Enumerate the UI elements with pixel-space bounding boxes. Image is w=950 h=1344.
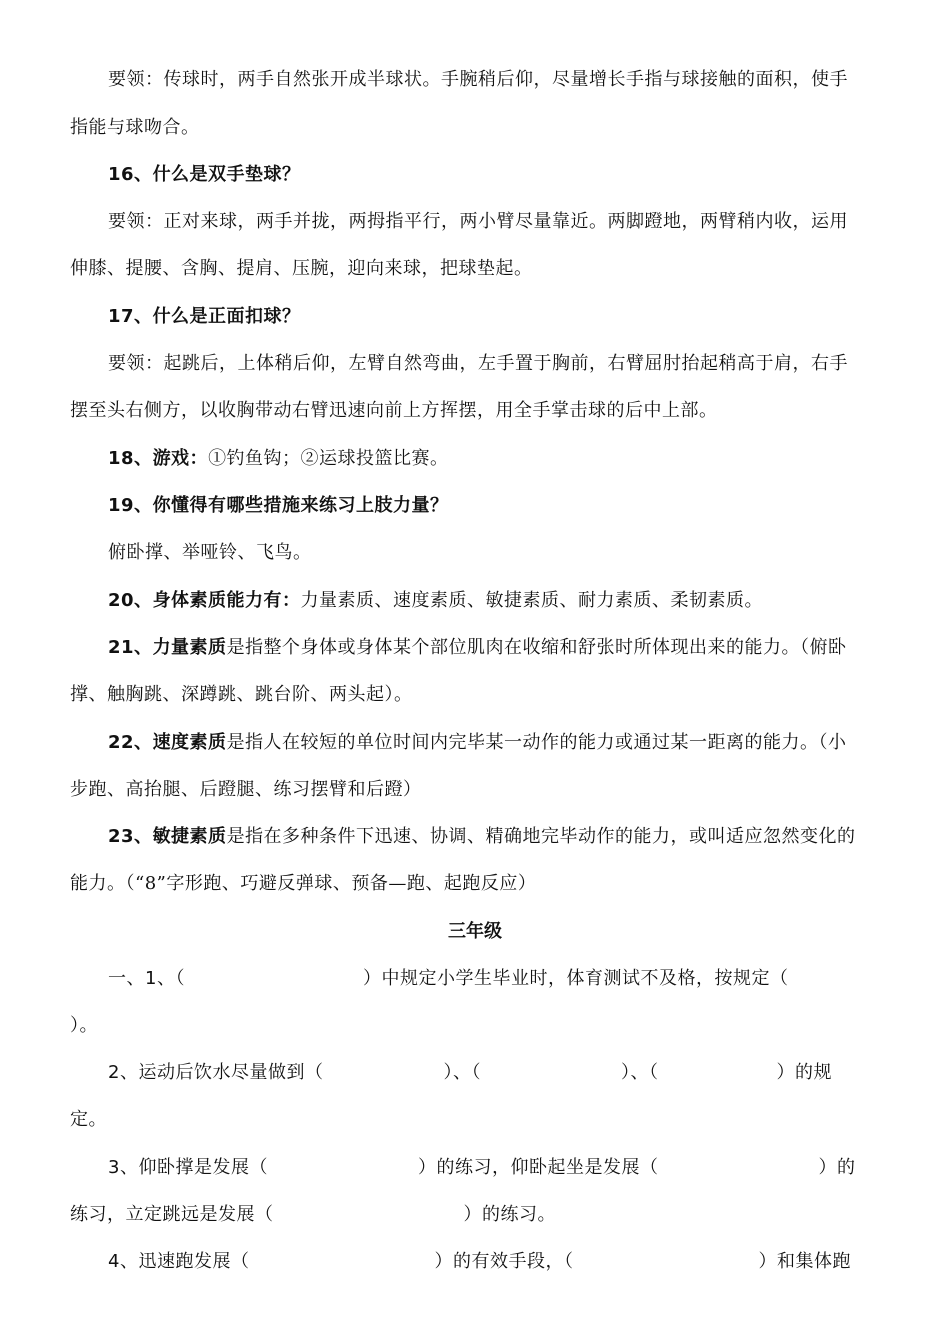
q19-question: 你懂得有哪些措施来练习上肢力量？ bbox=[152, 495, 449, 516]
grade-heading: 三年级 bbox=[448, 921, 502, 942]
q19-answer: 俯卧撑、举哑铃、飞鸟。 bbox=[108, 542, 312, 563]
passing-tip-line1: 要领：传球时，两手自然张开成半球状。手腕稍后仰，尽量增长手指与球接触的面积，使手 bbox=[108, 69, 848, 90]
fill-item-3-line1 bbox=[108, 1156, 855, 1180]
fill-1-mid: ）中规定小学生毕业时，体育测试不及格，按规定（ bbox=[362, 968, 789, 989]
fill-3-line2-end: ）的练习。 bbox=[463, 1204, 556, 1225]
q21-line2: 撑、触胸跳、深蹲跳、跳台阶、两头起）。 bbox=[70, 684, 413, 705]
fill-2-sep2: ）、（ bbox=[620, 1062, 659, 1083]
q23-line2: 能力。（“8”字形跑、巧避反弹球、预备—跑、起跑反应） bbox=[70, 873, 537, 894]
q23-term: 敏捷素质 bbox=[152, 826, 227, 847]
q21-term: 力量素质 bbox=[152, 637, 227, 658]
q20-label: 身体素质能力有： bbox=[152, 590, 301, 611]
q23-number: 23、 bbox=[108, 826, 153, 847]
fill-3-prefix: 3、仰卧撑是发展（ bbox=[108, 1157, 268, 1178]
passing-tip-line2: 指能与球吻合。 bbox=[70, 117, 200, 138]
q22-line1 bbox=[108, 731, 847, 755]
q21-line1 bbox=[108, 636, 847, 660]
q17-number: 17、 bbox=[108, 306, 153, 327]
fill-4-prefix: 4、迅速跑发展（ bbox=[108, 1251, 250, 1272]
fill-item-1-line2: ）。 bbox=[70, 1015, 98, 1036]
q17-heading bbox=[108, 305, 301, 329]
q16-tip-line1: 要领：正对来球，两手并拢，两拇指平行，两小臂尽量靠近。两脚蹬地，两臂稍内收，运用 bbox=[108, 211, 848, 232]
q17-tip-line2: 摆至头右侧方，以收胸带动右臂迅速向前上方挥摆，用全手掌击球的后中上部。 bbox=[70, 400, 718, 421]
fill-1-prefix: 一、1、（ bbox=[108, 968, 185, 989]
q18-text: ①钓鱼钩；②运球投篮比赛。 bbox=[208, 448, 449, 469]
fill-3-line2-prefix: 练习，立定跳远是发展（ bbox=[70, 1204, 274, 1225]
q22-term: 速度素质 bbox=[152, 732, 227, 753]
q22-number: 22、 bbox=[108, 732, 153, 753]
fill-4-mid: ）的有效手段，（ bbox=[434, 1251, 574, 1272]
q18-label: 游戏： bbox=[152, 448, 209, 469]
q19-heading bbox=[108, 494, 449, 518]
q16-number: 16、 bbox=[108, 164, 153, 185]
q16-heading bbox=[108, 163, 301, 187]
fill-item-2-line2: 定。 bbox=[70, 1109, 107, 1130]
fill-2-prefix: 2、运动后饮水尽量做到（ bbox=[108, 1062, 324, 1083]
fill-item-2-line1 bbox=[108, 1061, 832, 1085]
fill-2-end: ）的规 bbox=[776, 1062, 832, 1083]
q18-line bbox=[108, 447, 449, 471]
q17-question: 什么是正面扣球？ bbox=[152, 306, 301, 327]
fill-item-3-line2 bbox=[70, 1203, 556, 1227]
q23-text: 是指在多种条件下迅速、协调、精确地完毕动作的能力，或叫适应忽然变化的 bbox=[226, 826, 856, 847]
fill-3-mid: ）的练习，仰卧起坐是发展（ bbox=[417, 1157, 659, 1178]
q20-line bbox=[108, 589, 763, 613]
q22-text: 是指人在较短的单位时间内完毕某一动作的能力或通过某一距离的能力。（小 bbox=[226, 732, 847, 753]
q22-line2: 步跑、高抬腿、后蹬腿、练习摆臂和后蹬） bbox=[70, 779, 422, 800]
q21-number: 21、 bbox=[108, 637, 153, 658]
fill-4-end: ）和集体跑 bbox=[758, 1251, 851, 1272]
q18-number: 18、 bbox=[108, 448, 153, 469]
q23-line1 bbox=[108, 825, 856, 849]
q17-tip-line1: 要领：起跳后，上体稍后仰，左臂自然弯曲，左手置于胸前，右臂屈肘抬起稍高于肩，右手 bbox=[108, 353, 848, 374]
q20-text: 力量素质、速度素质、敏捷素质、耐力素质、柔韧素质。 bbox=[300, 590, 764, 611]
q20-number: 20、 bbox=[108, 590, 153, 611]
fill-item-4-line1 bbox=[108, 1250, 851, 1274]
fill-2-sep1: ）、（ bbox=[443, 1062, 481, 1083]
q19-number: 19、 bbox=[108, 495, 153, 516]
fill-3-end: ）的 bbox=[818, 1157, 856, 1178]
q16-tip-line2: 伸膝、提腰、含胸、提肩、压腕，迎向来球，把球垫起。 bbox=[70, 258, 533, 279]
q16-question: 什么是双手垫球？ bbox=[152, 164, 301, 185]
fill-item-1-line1 bbox=[108, 967, 828, 991]
q21-text: 是指整个身体或身体某个部位肌肉在收缩和舒张时所体现出来的能力。（俯卧 bbox=[226, 637, 847, 658]
